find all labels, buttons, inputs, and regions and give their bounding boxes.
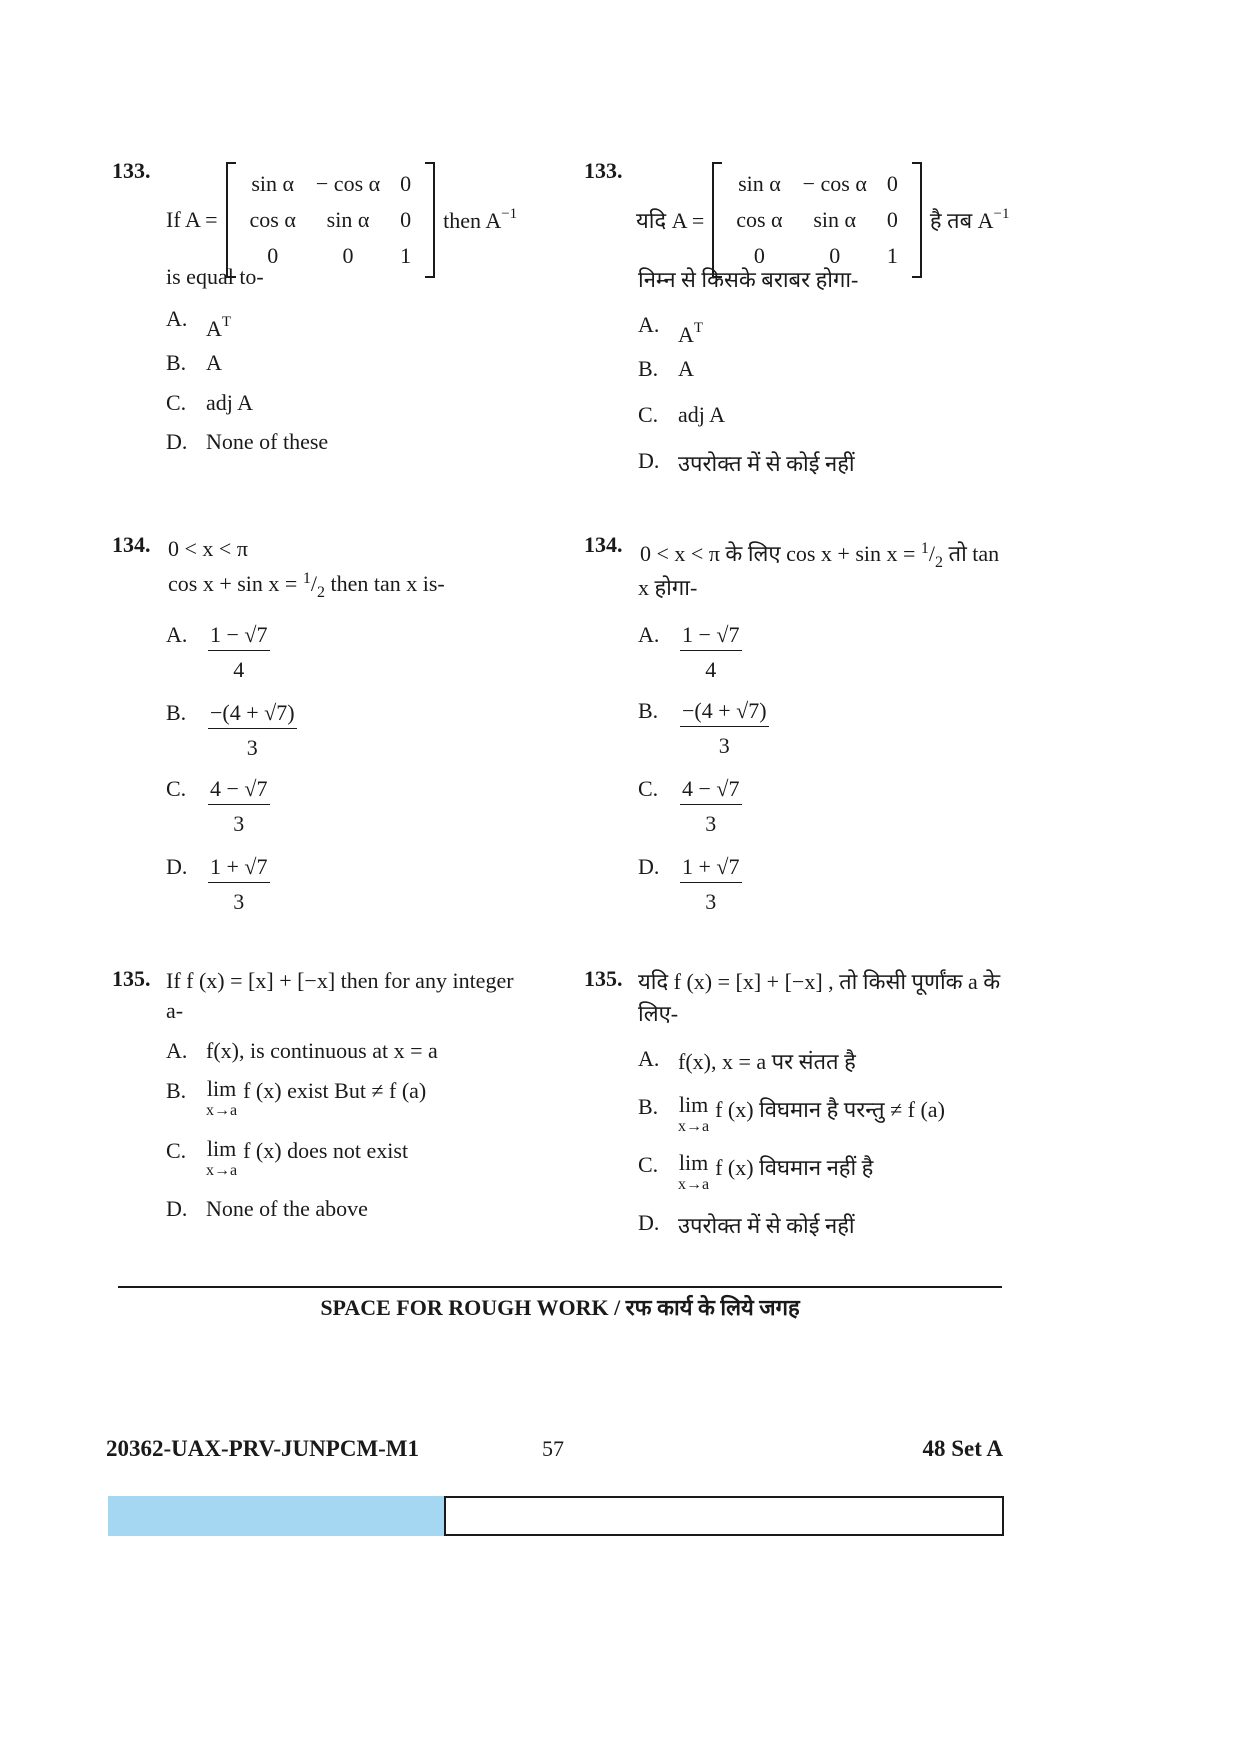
fraction: $\frac{-(4 + √7)}{3}$ bbox=[210, 700, 295, 760]
q133-if-a-en: If A = bbox=[166, 207, 218, 232]
q133-statement-en bbox=[166, 162, 517, 278]
q134-line1-en: 0 < x < π bbox=[168, 536, 248, 561]
q133-is-equal-hi: निम्न से किसके बराबर होगा- bbox=[638, 267, 859, 292]
fraction: $\frac{1 - √7}{4}$ bbox=[210, 622, 268, 682]
q133-option-a-en: A. $A^T$ bbox=[166, 306, 232, 341]
fraction: $\frac{-(4 + √7)}{3}$ bbox=[682, 698, 767, 758]
q133-matrix-en bbox=[226, 162, 436, 278]
footer-blue-bar bbox=[108, 1496, 444, 1536]
q133-option-b-hi: B. A bbox=[638, 356, 694, 381]
fraction: $\frac{1 - √7}{4}$ bbox=[682, 622, 740, 682]
q135-option-d-hi: D. उपरोक्त में से कोई नहीं bbox=[638, 1210, 855, 1238]
q133-option-d-hi: D. उपरोक्त में से कोई नहीं bbox=[638, 448, 855, 476]
q134-line1-hi: 0 < x < π के लिए $\cos x + \sin x = ^1/_2$ तो tan bbox=[640, 540, 1000, 571]
q135-line1-en: If f (x) = [x] + [−x] then for any integer bbox=[166, 968, 514, 993]
q135-option-c-hi: C. lim x→a f (x) विघमान नहीं है bbox=[638, 1150, 874, 1193]
fraction: $\frac{1 + √7}{3}$ bbox=[682, 854, 740, 914]
q134-option-a-en: A. $\frac{1 - √7}{4}$ bbox=[166, 622, 268, 682]
q135-option-b-hi: B. lim x→a f (x) विघमान है परन्तु ≠ f (a) bbox=[638, 1092, 945, 1135]
q133-then-hi: है तब $A^{-1}$ bbox=[929, 206, 1010, 233]
q135-line2-en: a- bbox=[166, 998, 184, 1023]
matrix-table: sin α − cos α 0 cos α sin α 0 0 0 1 bbox=[736, 171, 898, 268]
q133-option-d-en: D. None of these bbox=[166, 429, 329, 454]
q134-option-c-hi: C. $\frac{4 - √7}{3}$ bbox=[638, 776, 740, 836]
q133-option-b-en: B. A bbox=[166, 350, 222, 375]
q134-option-b-en: B. $\frac{-(4 + √7)}{3}$ bbox=[166, 700, 295, 760]
q135-option-c-en: C. lim x→a f (x) does not exist bbox=[166, 1136, 409, 1179]
q135-number-hi: 135. bbox=[584, 966, 623, 991]
q133-is-equal-en: is equal to- bbox=[166, 264, 264, 289]
matrix-table: sin α − cos α 0 cos α sin α 0 0 0 1 bbox=[249, 171, 412, 268]
q134-number-hi: 134. bbox=[584, 532, 623, 557]
paper-code: 20362-UAX-PRV-JUNPCM-M1 bbox=[106, 1436, 420, 1461]
fraction: $\frac{4 - √7}{3}$ bbox=[682, 776, 740, 836]
q134-option-d-en: D. $\frac{1 + √7}{3}$ bbox=[166, 854, 268, 914]
q134-line2-hi: x होगा- bbox=[638, 575, 698, 600]
q135-option-a-hi: A. f(x), x = a पर संतत है bbox=[638, 1046, 856, 1074]
divider-line bbox=[118, 1286, 1002, 1288]
q133-number-hi: 133. bbox=[584, 158, 623, 183]
footer-empty-box bbox=[444, 1496, 1004, 1536]
q134-line2-en: $\cos x + \sin x = ^1/_2$ then tan x is- bbox=[168, 570, 445, 601]
q135-option-b-en: B. lim x→a f (x) exist But ≠ f (a) bbox=[166, 1076, 427, 1119]
page-number: 57 bbox=[542, 1436, 564, 1461]
q133-option-c-en: C. adj A bbox=[166, 390, 254, 415]
q133-option-a-hi: A. $A^T$ bbox=[638, 312, 704, 347]
q135-option-d-en: D. None of the above bbox=[166, 1196, 368, 1221]
q133-option-c-hi: C. adj A bbox=[638, 402, 726, 427]
rough-work-heading: SPACE FOR ROUGH WORK / रफ कार्य के लिये जगह bbox=[320, 1295, 800, 1320]
q135-line1-hi: यदि f (x) = [x] + [−x] , तो किसी पूर्णांक a के bbox=[638, 969, 1001, 994]
q133-then-en: then $A^{-1}$ bbox=[443, 206, 518, 233]
q133-if-a-hi: यदि A = bbox=[636, 208, 705, 233]
fraction: $\frac{1 + √7}{3}$ bbox=[210, 854, 268, 914]
q133-statement-hi bbox=[636, 162, 1010, 278]
q133-number-en: 133. bbox=[112, 158, 151, 183]
q135-number-en: 135. bbox=[112, 966, 151, 991]
set-label: 48 Set A bbox=[922, 1436, 1003, 1461]
q134-option-d-hi: D. $\frac{1 + √7}{3}$ bbox=[638, 854, 740, 914]
q134-option-c-en: C. $\frac{4 - √7}{3}$ bbox=[166, 776, 268, 836]
q134-option-b-hi: B. $\frac{-(4 + √7)}{3}$ bbox=[638, 698, 767, 758]
q133-matrix-hi bbox=[712, 162, 922, 278]
q135-line2-hi: लिए- bbox=[638, 1001, 679, 1026]
q134-number-en: 134. bbox=[112, 532, 151, 557]
q134-option-a-hi: A. $\frac{1 - √7}{4}$ bbox=[638, 622, 740, 682]
q135-option-a-en: A. f(x), is continuous at x = a bbox=[166, 1038, 438, 1063]
fraction: $\frac{4 - √7}{3}$ bbox=[210, 776, 268, 836]
